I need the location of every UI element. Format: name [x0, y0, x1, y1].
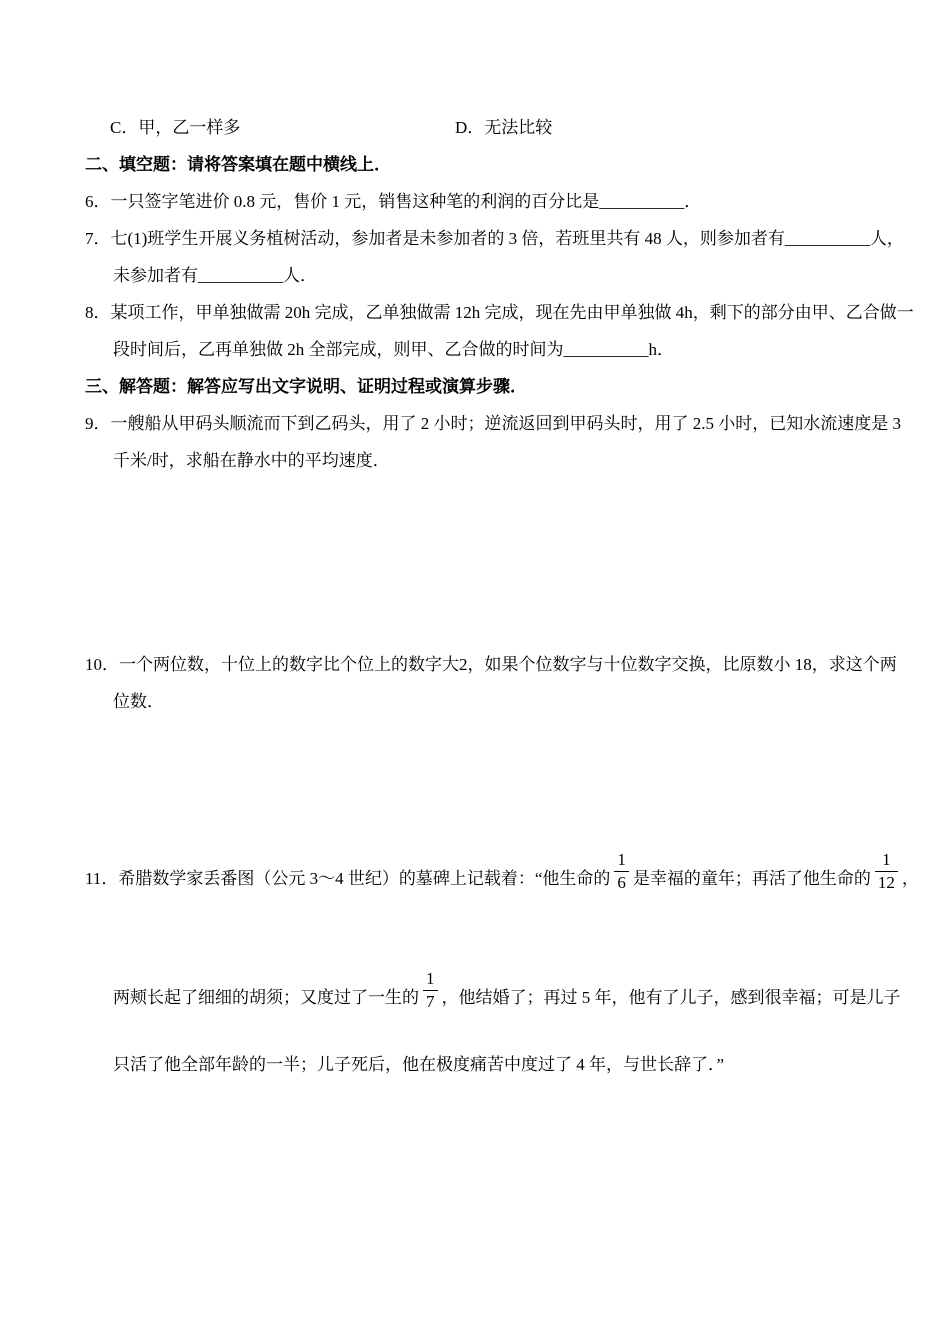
question-11-line3: 只活了他全部年龄的一半；儿子死后，他在极度痛苦中度过了 4 年，与世长辞了．” — [113, 1055, 725, 1074]
question-11-line2-pre: 两颊长起了细细的胡须；又度过了一生的 — [113, 988, 419, 1007]
question-11-line2-post: ，他结婚了；再过 5 年，他有了儿子，感到很幸福；可是儿子 — [441, 988, 901, 1007]
fraction-one-seventh — [423, 968, 438, 1013]
question-8-line1: 8．某项工作，甲单独做需 20h 完成，乙单独做需 12h 完成，现在先由甲单独做 4h，剩下的部分由甲、乙合做一 — [85, 303, 914, 322]
section-fill-in-header: 二、填空题：请将答案填在题中横线上． — [85, 155, 391, 174]
question-7-line1: 7．七(1)班学生开展义务植树活动，参加者是未参加者的 3 倍，若班里共有 48 人，则参加者有__________人， — [85, 229, 904, 248]
question-10-line1: 10．一个两位数，十位上的数字比个位上的数字大2，如果个位数字与十位数字交换，比原数小 18，求这个两 — [85, 655, 897, 674]
fraction-one-sixth — [614, 849, 629, 894]
question-9-line1: 9．一艘船从甲码头顺流而下到乙码头，用了 2 小时；逆流返回到甲码头时，用了 2.5 小时，已知水流速度是 3 — [85, 414, 901, 433]
question-11-line1-post: ， — [901, 869, 919, 888]
section-solve-header: 三、解答题：解答应写出文字说明、证明过程或演算步骤． — [85, 377, 527, 396]
question-9-line2: 千米/时，求船在静水中的平均速度． — [113, 451, 390, 470]
fraction-numerator: 1 — [423, 968, 438, 991]
question-8-line2: 段时间后，乙再单独做 2h 全部完成，则甲、乙合做的时间为__________h． — [113, 340, 674, 359]
question-10-line2: 位数． — [113, 692, 164, 711]
fraction-numerator: 1 — [875, 849, 898, 872]
fraction-denominator: 6 — [617, 873, 626, 892]
option-c: C．甲，乙一样多 — [110, 118, 241, 137]
question-11-line1-mid: 是幸福的童年；再活了他生命的 — [632, 869, 871, 888]
answer-options-row — [85, 118, 890, 138]
question-11-line1 — [85, 849, 919, 894]
answer-space-q9 — [85, 488, 890, 655]
fraction-denominator: 7 — [426, 992, 435, 1011]
option-d: D．无法比较 — [455, 118, 553, 137]
question-7-line2: 未参加者有__________人． — [113, 266, 317, 285]
question-11-line2 — [85, 968, 901, 1013]
fraction-one-twelfth — [875, 849, 898, 894]
answer-space-q10 — [85, 729, 890, 849]
question-6: 6．一只签字笔进价 0.8 元，售价 1 元，销售这种笔的利润的百分比是__________． — [85, 192, 702, 211]
fraction-numerator: 1 — [614, 849, 629, 872]
fraction-denominator: 12 — [877, 873, 895, 892]
question-11-line1-pre: 11．希腊数学家丢番图（公元 3～4 世纪）的墓碑上记载着：“他生命的 — [85, 869, 611, 888]
